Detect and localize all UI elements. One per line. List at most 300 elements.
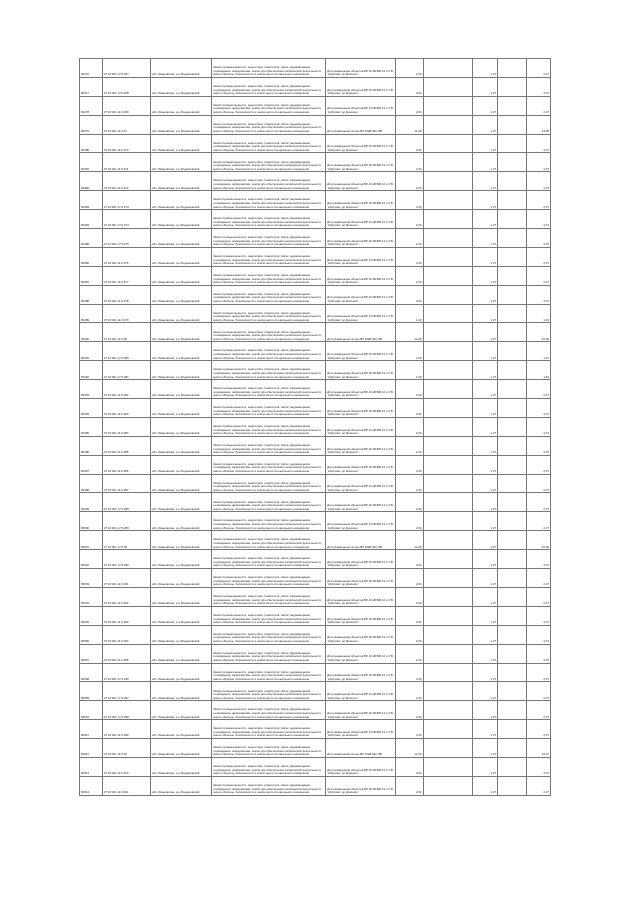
cost-value: 2,07 <box>526 399 550 418</box>
empty-cell <box>423 96 472 115</box>
empty-cell <box>498 361 527 380</box>
table-row <box>80 720 551 739</box>
area-value: 1,00 <box>395 361 423 380</box>
address: обл. Ивановская, р-н Родниковский <box>150 285 211 304</box>
row-number: 82507 <box>80 644 103 663</box>
permitted-use: Для размещения объектов ВЛ 10 кВ ВМ 14 от ПС 'Арбузово' до Красного' <box>326 172 396 191</box>
land-category: Земли промышленности, энергетики, транспорта, связи, радиовещания, телевидения, информатики, земли для обеспечения космической деятельности, земли обороны, безопасности и земли иного специального назначения <box>212 587 326 606</box>
coefficient-value: 1,27 <box>472 436 497 455</box>
table-row <box>80 380 551 399</box>
empty-cell <box>498 247 527 266</box>
permitted-use: Для размещения объектов ВЛ 10 кВ ВМ 14 от ПС 'Арбузово' до Красного' <box>326 682 396 701</box>
coefficient-value: 1,27 <box>472 115 497 134</box>
cadastral-number: 27:10:001 17:0:273 <box>102 191 150 210</box>
address: обл. Ивановская, р-н Родниковский <box>150 474 211 493</box>
empty-cell <box>423 587 472 606</box>
permitted-use: Для размещения объектов ВЛ 10 кВ ВМ 14 от ПС 'Арбузово' до Красного' <box>326 493 396 512</box>
empty-cell <box>498 531 527 550</box>
permitted-use: Для размещения объектов ВЛ 10 кВ ВМ 14 от ПС 'Арбузово' до Красного' <box>326 96 396 115</box>
table-row <box>80 247 551 266</box>
coefficient-value: 1,27 <box>472 342 497 361</box>
area-value: 2,00 <box>395 59 423 78</box>
row-number: 82511 <box>80 720 103 739</box>
permitted-use: Для размещения объектов ВЛ 10 кВ ВМ 14 от ПС 'Арбузово' до Красного' <box>326 569 396 588</box>
area-value: 2,00 <box>395 380 423 399</box>
cost-value: 2,07 <box>526 569 550 588</box>
coefficient-value: 1,27 <box>472 720 497 739</box>
land-category: Земли промышленности, энергетики, транспорта, связи, радиовещания, телевидения, информатики, земли для обеспечения космической деятельности, земли обороны, безопасности и земли иного специального назначения <box>212 247 326 266</box>
row-number: 82504 <box>80 587 103 606</box>
coefficient-value: 1,27 <box>472 682 497 701</box>
table-row <box>80 59 551 78</box>
row-number: 82503 <box>80 569 103 588</box>
empty-cell <box>498 474 527 493</box>
area-value: 2,00 <box>395 134 423 153</box>
empty-cell <box>423 399 472 418</box>
empty-cell <box>423 285 472 304</box>
row-number: 82491 <box>80 342 103 361</box>
cost-value: 2,07 <box>526 606 550 625</box>
cost-value: 15,07 <box>526 739 550 758</box>
cadastral-number: 37:15:021 11:0:295 <box>102 644 150 663</box>
coefficient-value: 1,27 <box>472 153 497 172</box>
empty-cell <box>498 493 527 512</box>
cost-value: 2,07 <box>526 512 550 531</box>
address: обл. Ивановская, р-н Родниковский <box>150 191 211 210</box>
area-value: 2,00 <box>395 285 423 304</box>
address: обл. Ивановская, р-н Родниковский <box>150 739 211 758</box>
coefficient-value: 1,27 <box>472 531 497 550</box>
permitted-use: Для размещения объектов ВЛ 10 кВ ВМ 14 от ПС 'Арбузово' до Красного' <box>326 229 396 248</box>
land-category: Земли промышленности, энергетики, транспорта, связи, радиовещания, телевидения, информатики, земли для обеспечения космической деятельности, земли обороны, безопасности и земли иного специального назначения <box>212 531 326 550</box>
area-value: 2,00 <box>395 417 423 436</box>
coefficient-value: 1,27 <box>472 587 497 606</box>
land-category: Земли промышленности, энергетики, транспорта, связи, радиовещания, телевидения, информатики, земли для обеспечения космической деятельности, земли обороны, безопасности и земли иного специального назначения <box>212 210 326 229</box>
area-value: 2,00 <box>395 512 423 531</box>
area-value: 2,00 <box>395 247 423 266</box>
cadastral-number: 37:15:021 11:0:37 <box>102 115 150 134</box>
empty-cell <box>498 77 527 96</box>
row-number: 82484 <box>80 210 103 229</box>
cadastral-number: 27:10:001 17:0:289 <box>102 512 150 531</box>
table-row <box>80 210 551 229</box>
cadastral-number: 37:15:021 11:0:401 <box>102 776 150 795</box>
coefficient-value: 1,27 <box>472 625 497 644</box>
land-category: Земли промышленности, энергетики, транспорта, связи, радиовещания, телевидения, информатики, земли для обеспечения космической деятельности, земли обороны, безопасности и земли иного специального назначения <box>212 757 326 776</box>
land-category: Земли промышленности, энергетики, транспорта, связи, радиовещания, телевидения, информатики, земли для обеспечения космической деятельности, земли обороны, безопасности и земли иного специального назначения <box>212 569 326 588</box>
coefficient-value: 1,27 <box>472 455 497 474</box>
table-row <box>80 285 551 304</box>
table-row <box>80 455 551 474</box>
empty-cell <box>498 587 527 606</box>
cadastral-number: 37:15:021 11:0:271 <box>102 153 150 172</box>
coefficient-value: 1,27 <box>472 399 497 418</box>
coefficient-value: 1,27 <box>472 134 497 153</box>
row-number: 82478 <box>80 96 103 115</box>
area-value: 2,00 <box>395 172 423 191</box>
cost-value: 2,07 <box>526 77 550 96</box>
permitted-use: Для размещения объектов ВЛ 10 кВ ВМ 14 от ПС 'Арбузово' до Красного' <box>326 436 396 455</box>
area-value: 2,00 <box>395 77 423 96</box>
cost-value: 2,07 <box>526 587 550 606</box>
land-category: Земли промышленности, энергетики, транспорта, связи, радиовещания, телевидения, информатики, земли для обеспечения космической деятельности, земли обороны, безопасности и земли иного специального назначения <box>212 153 326 172</box>
cost-value: 2,07 <box>526 550 550 569</box>
permitted-use: Для размещения опоры ВЛ 10кВ №1-ПВ <box>326 739 396 758</box>
table-row <box>80 399 551 418</box>
cadastral-number: 37:15:021 11:0:40 <box>102 739 150 758</box>
permitted-use: Для размещения объектов ВЛ 10 кВ ВМ 14 от ПС 'Арбузово' до Красного' <box>326 417 396 436</box>
coefficient-value: 1,27 <box>472 172 497 191</box>
address: обл. Ивановская, р-н Родниковский <box>150 493 211 512</box>
address: обл. Ивановская, р-н Родниковский <box>150 399 211 418</box>
cadastral-number: 37:15:021 11:0:292 <box>102 587 150 606</box>
cadastral-number: 27:10:001 17:0:280 <box>102 342 150 361</box>
table-row <box>80 701 551 720</box>
area-value: 2,00 <box>395 153 423 172</box>
cadastral-number: 37:15:021 11:0:284 <box>102 417 150 436</box>
area-value: 2,00 <box>395 210 423 229</box>
cadastral-number: 37:15:021 11:0:272 <box>102 172 150 191</box>
coefficient-value: 1,27 <box>472 77 497 96</box>
area-value: 2,00 <box>395 720 423 739</box>
land-category: Земли промышленности, энергетики, транспорта, связи, радиовещания, телевидения, информатики, земли для обеспечения космической деятельности, земли обороны, безопасности и земли иного специального назначения <box>212 512 326 531</box>
empty-cell <box>423 266 472 285</box>
cost-value: 1,49 <box>526 304 550 323</box>
permitted-use: Для размещения объектов ВЛ 10 кВ ВМ 14 от ПС 'Арбузово' до Красного' <box>326 210 396 229</box>
row-number: 82487 <box>80 266 103 285</box>
area-value: 2,00 <box>395 606 423 625</box>
table-row <box>80 229 551 248</box>
empty-cell <box>423 663 472 682</box>
empty-cell <box>498 59 527 78</box>
permitted-use: Для размещения объектов ВЛ 10 кВ ВМ 14 от ПС 'Арбузово' до Красного' <box>326 380 396 399</box>
land-category: Земли промышленности, энергетики, транспорта, связи, радиовещания, телевидения, информатики, земли для обеспечения космической деятельности, земли обороны, безопасности и земли иного специального назначения <box>212 342 326 361</box>
area-value: 2,00 <box>395 550 423 569</box>
address: обл. Ивановская, р-н Родниковский <box>150 266 211 285</box>
cost-value: 2,07 <box>526 644 550 663</box>
empty-cell <box>498 550 527 569</box>
table-row <box>80 606 551 625</box>
address: обл. Ивановская, р-н Родниковский <box>150 380 211 399</box>
cost-value: 2,07 <box>526 455 550 474</box>
table-row <box>80 757 551 776</box>
cost-value: 2,07 <box>526 663 550 682</box>
empty-cell <box>423 77 472 96</box>
land-category: Земли промышленности, энергетики, транспорта, связи, радиовещания, телевидения, информатики, земли для обеспечения космической деятельности, земли обороны, безопасности и земли иного специального назначения <box>212 644 326 663</box>
area-value: 2,00 <box>395 493 423 512</box>
cost-value: 15,00 <box>526 323 550 342</box>
permitted-use: Для размещения объектов ВЛ 10 кВ ВМ 14 от ПС 'Арбузово' до Красного' <box>326 361 396 380</box>
empty-cell <box>423 644 472 663</box>
address: обл. Ивановская, р-н Родниковский <box>150 229 211 248</box>
area-value: 2,00 <box>395 682 423 701</box>
table-row <box>80 134 551 153</box>
row-number: 82489 <box>80 304 103 323</box>
empty-cell <box>423 701 472 720</box>
empty-cell <box>498 436 527 455</box>
coefficient-value: 1,27 <box>472 229 497 248</box>
address: обл. Ивановская, р-н Родниковский <box>150 701 211 720</box>
permitted-use: Для размещения объектов ВЛ 10 кВ ВМ 14 от ПС 'Арбузово' до Красного' <box>326 342 396 361</box>
table-row <box>80 776 551 795</box>
row-number: 82479 <box>80 115 103 134</box>
row-number: 82480 <box>80 134 103 153</box>
address: обл. Ивановская, р-н Родниковский <box>150 663 211 682</box>
table-row <box>80 493 551 512</box>
land-category: Земли промышленности, энергетики, транспорта, связи, радиовещания, телевидения, информатики, земли для обеспечения космической деятельности, земли обороны, безопасности и земли иного специального назначения <box>212 701 326 720</box>
coefficient-value: 1,27 <box>472 210 497 229</box>
cadastral-number: 37:15:021 11:0:294 <box>102 625 150 644</box>
cadastral-number: 27:10:001 17:0:267 <box>102 59 150 78</box>
coefficient-value: 1,27 <box>472 739 497 758</box>
row-number: 82506 <box>80 625 103 644</box>
row-number: 82488 <box>80 285 103 304</box>
empty-cell <box>498 229 527 248</box>
row-number: 82496 <box>80 436 103 455</box>
cost-value: 2,07 <box>526 682 550 701</box>
cadastral-number: 27:10:001 17:0:288 <box>102 493 150 512</box>
empty-cell <box>423 606 472 625</box>
area-value: 2,00 <box>395 701 423 720</box>
empty-cell <box>498 266 527 285</box>
empty-cell <box>423 682 472 701</box>
empty-cell <box>423 153 472 172</box>
address: обл. Ивановская, р-н Родниковский <box>150 550 211 569</box>
empty-cell <box>498 644 527 663</box>
area-value: 2,00 <box>395 191 423 210</box>
cost-value: 2,07 <box>526 191 550 210</box>
address: обл. Ивановская, р-н Родниковский <box>150 531 211 550</box>
permitted-use: Для размещения объектов ВЛ 10 кВ ВМ 14 от ПС 'Арбузово' до Красного' <box>326 606 396 625</box>
empty-cell <box>498 776 527 795</box>
table-row <box>80 663 551 682</box>
area-value: 2,00 <box>395 96 423 115</box>
address: обл. Ивановская, р-н Родниковский <box>150 682 211 701</box>
land-category: Земли промышленности, энергетики, транспорта, связи, радиовещания, телевидения, информатики, земли для обеспечения космической деятельности, земли обороны, безопасности и земли иного специального назначения <box>212 229 326 248</box>
empty-cell <box>498 134 527 153</box>
cost-value: 2,07 <box>526 625 550 644</box>
address: обл. Ивановская, р-н Родниковский <box>150 59 211 78</box>
land-category: Земли промышленности, энергетики, транспорта, связи, радиовещания, телевидения, информатики, земли для обеспечения космической деятельности, земли обороны, безопасности и земли иного специального назначения <box>212 285 326 304</box>
cadastral-number: 37:15:021 11:0:286 <box>102 455 150 474</box>
empty-cell <box>498 115 527 134</box>
permitted-use: Для размещения объектов ВЛ 10 кВ ВМ 14 от ПС 'Арбузово' до Красного' <box>326 550 396 569</box>
empty-cell <box>423 380 472 399</box>
cadastral-number: 37:15:021 11:0:277 <box>102 266 150 285</box>
cost-value: 2,07 <box>526 153 550 172</box>
cadastral-number: 37:15:021 11:0:285 <box>102 436 150 455</box>
empty-cell <box>498 399 527 418</box>
row-number: 82514 <box>80 776 103 795</box>
empty-cell <box>423 115 472 134</box>
address: обл. Ивановская, р-н Родниковский <box>150 512 211 531</box>
land-category: Земли промышленности, энергетики, транспорта, связи, радиовещания, телевидения, информатики, земли для обеспечения космической деятельности, земли обороны, безопасности и земли иного специального назначения <box>212 417 326 436</box>
coefficient-value: 1,27 <box>472 285 497 304</box>
empty-cell <box>498 720 527 739</box>
land-category: Земли промышленности, энергетики, транспорта, связи, радиовещания, телевидения, информатики, земли для обеспечения космической деятельности, земли обороны, безопасности и земли иного специального назначения <box>212 776 326 795</box>
cost-value: 2,07 <box>526 266 550 285</box>
cost-value: 13,95 <box>526 115 550 134</box>
row-number: 82499 <box>80 493 103 512</box>
address: обл. Ивановская, р-н Родниковский <box>150 361 211 380</box>
cadastral-number: 37:15:021 11:0:283 <box>102 399 150 418</box>
cadastral-number: 37:15:021 11:0:278 <box>102 285 150 304</box>
area-value: 2,00 <box>395 436 423 455</box>
area-value: 12,00 <box>395 323 423 342</box>
row-number: 82497 <box>80 455 103 474</box>
address: обл. Ивановская, р-н Родниковский <box>150 247 211 266</box>
cadastral-number: 37:15:021 11:0:282 <box>102 380 150 399</box>
cadastral-number: 27:10:001 17:0:298 <box>102 701 150 720</box>
area-value: 2,00 <box>395 455 423 474</box>
permitted-use: Для размещения объектов ВЛ 10 кВ ВМ 14 от ПС 'Арбузово' до Красного' <box>326 77 396 96</box>
cost-value: 2,07 <box>526 474 550 493</box>
table-row <box>80 266 551 285</box>
table-row <box>80 96 551 115</box>
table-row <box>80 512 551 531</box>
empty-cell <box>498 606 527 625</box>
empty-cell <box>498 304 527 323</box>
area-value: 2,00 <box>395 644 423 663</box>
cost-value: 2,07 <box>526 210 550 229</box>
address: обл. Ивановская, р-н Родниковский <box>150 606 211 625</box>
land-category: Земли промышленности, энергетики, транспорта, связи, радиовещания, телевидения, информатики, земли для обеспечения космической деятельности, земли обороны, безопасности и земли иного специального назначения <box>212 739 326 758</box>
table-row <box>80 191 551 210</box>
address: обл. Ивановская, р-н Родниковский <box>150 720 211 739</box>
cost-value: 2,07 <box>526 229 550 248</box>
coefficient-value: 1,27 <box>472 323 497 342</box>
table-row <box>80 474 551 493</box>
empty-cell <box>423 59 472 78</box>
land-category: Земли промышленности, энергетики, транспорта, связи, радиовещания, телевидения, информатики, земли для обеспечения космической деятельности, земли обороны, безопасности и земли иного специального назначения <box>212 172 326 191</box>
address: обл. Ивановская, р-н Родниковский <box>150 625 211 644</box>
address: обл. Ивановская, р-н Родниковский <box>150 342 211 361</box>
land-category: Земли промышленности, энергетики, транспорта, связи, радиовещания, телевидения, информатики, земли для обеспечения космической деятельности, земли обороны, безопасности и земли иного специального назначения <box>212 115 326 134</box>
coefficient-value: 1,27 <box>472 663 497 682</box>
empty-cell <box>423 210 472 229</box>
empty-cell <box>498 96 527 115</box>
address: обл. Ивановская, р-н Родниковский <box>150 304 211 323</box>
cost-value: 2,07 <box>526 701 550 720</box>
row-number: 82483 <box>80 191 103 210</box>
address: обл. Ивановская, р-н Родниковский <box>150 115 211 134</box>
coefficient-value: 1,27 <box>472 304 497 323</box>
row-number: 82481 <box>80 153 103 172</box>
area-value: 2,00 <box>395 266 423 285</box>
table-row <box>80 417 551 436</box>
empty-cell <box>423 417 472 436</box>
empty-cell <box>498 210 527 229</box>
area-value: 12,00 <box>395 531 423 550</box>
empty-cell <box>423 323 472 342</box>
area-value: 11,00 <box>395 115 423 134</box>
coefficient-value: 1,27 <box>472 606 497 625</box>
table-row <box>80 625 551 644</box>
coefficient-value: 1,27 <box>472 569 497 588</box>
permitted-use: Для размещения объектов ВЛ 10 кВ ВМ 14 от ПС 'Арбузово' до Красного' <box>326 625 396 644</box>
land-category: Земли промышленности, энергетики, транспорта, связи, радиовещания, телевидения, информатики, земли для обеспечения космической деятельности, земли обороны, безопасности и земли иного специального назначения <box>212 134 326 153</box>
row-number: 82512 <box>80 739 103 758</box>
empty-cell <box>423 229 472 248</box>
land-category: Земли промышленности, энергетики, транспорта, связи, радиовещания, телевидения, информатики, земли для обеспечения космической деятельности, земли обороны, безопасности и земли иного специального назначения <box>212 361 326 380</box>
permitted-use: Для размещения объектов ВЛ 10 кВ ВМ 14 от ПС 'Арбузово' до Красного' <box>326 644 396 663</box>
empty-cell <box>498 663 527 682</box>
cadastral-number: 37:15:021 11:0:287 <box>102 474 150 493</box>
empty-cell <box>498 172 527 191</box>
land-register-table <box>79 58 551 796</box>
land-category: Земли промышленности, энергетики, транспорта, связи, радиовещания, телевидения, информатики, земли для обеспечения космической деятельности, земли обороны, безопасности и земли иного специального назначения <box>212 682 326 701</box>
empty-cell <box>498 682 527 701</box>
row-number: 82501 <box>80 531 103 550</box>
row-number: 82476 <box>80 59 103 78</box>
cadastral-number: 37:15:021 11:0:400 <box>102 757 150 776</box>
empty-cell <box>498 380 527 399</box>
cadastral-number: 27:10:001 17:0:290 <box>102 550 150 569</box>
coefficient-value: 1,27 <box>472 474 497 493</box>
permitted-use: Для размещения объектов ВЛ 10 кВ ВМ 14 от ПС 'Арбузово' до Красного' <box>326 663 396 682</box>
address: обл. Ивановская, р-н Родниковский <box>150 436 211 455</box>
table-row <box>80 739 551 758</box>
permitted-use: Для размещения опоры ВЛ 10кВ №1-ПВ <box>326 531 396 550</box>
coefficient-value: 1,27 <box>472 493 497 512</box>
land-category: Земли промышленности, энергетики, транспорта, связи, радиовещания, телевидения, информатики, земли для обеспечения космической деятельности, земли обороны, безопасности и земли иного специального назначения <box>212 191 326 210</box>
empty-cell <box>423 304 472 323</box>
row-number: 82477 <box>80 77 103 96</box>
empty-cell <box>498 417 527 436</box>
cost-value: 2,07 <box>526 59 550 78</box>
empty-cell <box>423 625 472 644</box>
row-number: 82510 <box>80 701 103 720</box>
area-value: 2,00 <box>395 757 423 776</box>
empty-cell <box>498 625 527 644</box>
permitted-use: Для размещения объектов ВЛ 10 кВ ВМ 14 от ПС 'Арбузово' до Красного' <box>326 285 396 304</box>
table-row <box>80 361 551 380</box>
coefficient-value: 1,27 <box>472 757 497 776</box>
permitted-use: Для размещения объектов ВЛ 10 кВ ВМ 14 от ПС 'Арбузово' до Красного' <box>326 153 396 172</box>
cost-value: 1,27 <box>526 342 550 361</box>
coefficient-value: 1,27 <box>472 701 497 720</box>
cadastral-number: 37:15:021 11:0:293 <box>102 606 150 625</box>
row-number: 82486 <box>80 247 103 266</box>
empty-cell <box>498 701 527 720</box>
cost-value: 2,07 <box>526 96 550 115</box>
address: обл. Ивановская, р-н Родниковский <box>150 417 211 436</box>
cost-value: 2,07 <box>526 757 550 776</box>
coefficient-value: 1,27 <box>472 417 497 436</box>
cadastral-number: 37:15:021 11:0:291 <box>102 569 150 588</box>
table-row <box>80 531 551 550</box>
address: обл. Ивановская, р-н Родниковский <box>150 153 211 172</box>
cadastral-number: 27:10:001 17:0:281 <box>102 361 150 380</box>
row-number: 82498 <box>80 474 103 493</box>
table-row <box>80 77 551 96</box>
permitted-use: Для размещения объектов ВЛ 10 кВ ВМ 14 от ПС 'Арбузово' до Красного' <box>326 720 396 739</box>
empty-cell <box>423 531 472 550</box>
table-row <box>80 304 551 323</box>
permitted-use: Для размещения объектов ВЛ 10 кВ ВМ 14 от ПС 'Арбузово' до Красного' <box>326 455 396 474</box>
address: обл. Ивановская, р-н Родниковский <box>150 455 211 474</box>
coefficient-value: 1,27 <box>472 266 497 285</box>
coefficient-value: 1,27 <box>472 96 497 115</box>
cost-value: 2,07 <box>526 247 550 266</box>
cost-value: 2,07 <box>526 134 550 153</box>
empty-cell <box>423 739 472 758</box>
permitted-use: Для размещения объектов ВЛ 10 кВ ВМ 14 от ПС 'Арбузово' до Красного' <box>326 399 396 418</box>
area-value: 2,00 <box>395 587 423 606</box>
table-row <box>80 569 551 588</box>
cost-value: 2,07 <box>526 380 550 399</box>
empty-cell <box>423 455 472 474</box>
